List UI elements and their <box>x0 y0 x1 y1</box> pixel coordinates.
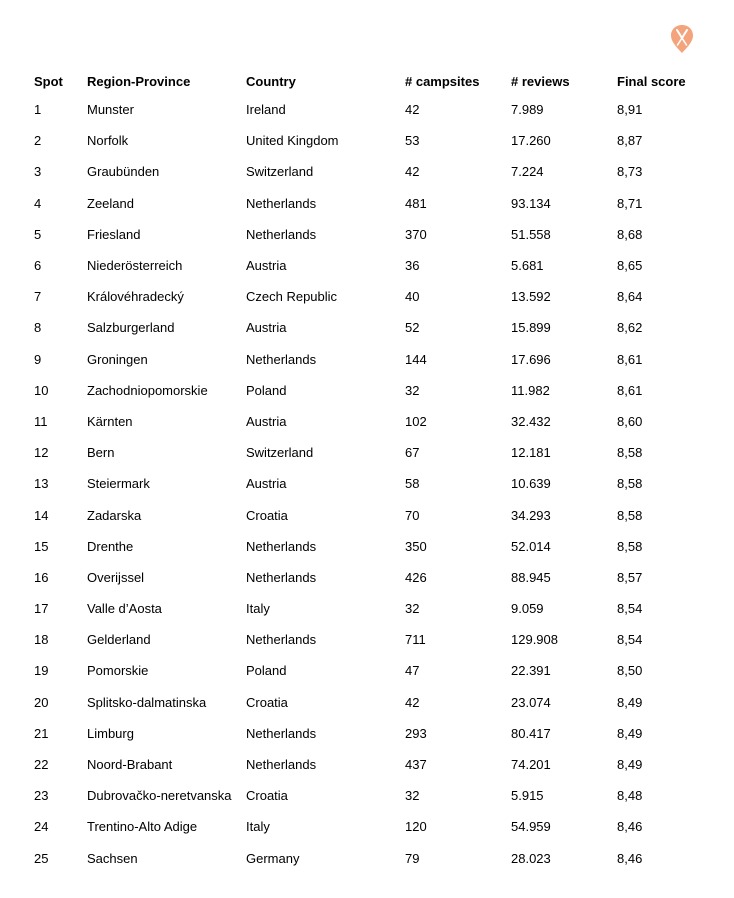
table-row <box>34 843 717 874</box>
cell-country: Poland <box>246 663 287 679</box>
header-campsites: # campsites <box>405 73 480 89</box>
cell-region: Gelderland <box>87 632 151 648</box>
cell-region: Munster <box>87 102 134 118</box>
cell-final-score: 8,58 <box>617 538 643 554</box>
cell-final-score: 8,54 <box>617 601 643 617</box>
cell-reviews: 23.074 <box>511 694 551 710</box>
cell-final-score: 8,62 <box>617 320 643 336</box>
cell-spot: 6 <box>34 258 42 274</box>
cell-country: Croatia <box>246 694 288 710</box>
cell-reviews: 80.417 <box>511 725 551 741</box>
cell-reviews: 9.059 <box>511 601 544 617</box>
cell-final-score: 8,91 <box>617 102 643 118</box>
cell-region: Dubrovačko-neretvanska <box>87 788 232 804</box>
table-row <box>34 687 717 718</box>
cell-reviews: 74.201 <box>511 757 551 773</box>
cell-campsites: 40 <box>405 289 420 305</box>
cell-spot: 18 <box>34 632 49 648</box>
cell-region: Zeeland <box>87 195 134 211</box>
cell-campsites: 481 <box>405 195 427 211</box>
cell-campsites: 42 <box>405 694 420 710</box>
cell-region: Zadarska <box>87 507 142 523</box>
cell-spot: 16 <box>34 569 49 585</box>
cell-final-score: 8,73 <box>617 164 643 180</box>
ranking-table <box>34 68 717 874</box>
cell-final-score: 8,54 <box>617 632 643 648</box>
cell-spot: 5 <box>34 226 42 242</box>
table-row <box>34 499 717 530</box>
cell-campsites: 32 <box>405 382 420 398</box>
cell-region: Graubünden <box>87 164 160 180</box>
table-row <box>34 406 717 437</box>
cell-country: Poland <box>246 382 287 398</box>
cell-reviews: 129.908 <box>511 632 558 648</box>
cell-spot: 13 <box>34 476 49 492</box>
cell-spot: 1 <box>34 102 42 118</box>
cell-country: Ireland <box>246 102 286 118</box>
cell-final-score: 8,61 <box>617 351 643 367</box>
cell-spot: 19 <box>34 663 49 679</box>
table-row <box>34 375 717 406</box>
cell-spot: 14 <box>34 507 49 523</box>
cell-campsites: 711 <box>405 632 426 648</box>
cell-country: Austria <box>246 476 287 492</box>
cell-final-score: 8,49 <box>617 725 643 741</box>
cell-country: Italy <box>246 819 270 835</box>
cell-spot: 23 <box>34 788 49 804</box>
cell-final-score: 8,49 <box>617 694 643 710</box>
cell-country: Netherlands <box>246 725 317 741</box>
cell-campsites: 47 <box>405 663 420 679</box>
cell-campsites: 120 <box>405 819 427 835</box>
table-row <box>34 468 717 499</box>
cell-reviews: 13.592 <box>511 289 551 305</box>
cell-region: Pomorskie <box>87 663 149 679</box>
table-row <box>34 780 717 811</box>
cell-final-score: 8,61 <box>617 382 643 398</box>
table-header-row <box>34 68 717 94</box>
cell-country: Italy <box>246 601 270 617</box>
cell-campsites: 370 <box>405 226 427 242</box>
cell-spot: 8 <box>34 320 42 336</box>
cell-region: Valle d’Aosta <box>87 601 162 617</box>
header-final-score: Final score <box>617 73 686 89</box>
cell-region: Limburg <box>87 725 134 741</box>
cell-final-score: 8,58 <box>617 507 643 523</box>
cell-spot: 7 <box>34 289 42 305</box>
table-row <box>34 312 717 343</box>
cell-region: Splitsko-dalmatinska <box>87 694 207 710</box>
cell-region: Salzburgerland <box>87 320 175 336</box>
cell-campsites: 32 <box>405 601 420 617</box>
cell-final-score: 8,60 <box>617 413 643 429</box>
cell-region: Kärnten <box>87 413 133 429</box>
cell-region: Friesland <box>87 226 141 242</box>
cell-region: Niederösterreich <box>87 258 183 274</box>
table-row <box>34 437 717 468</box>
cell-reviews: 28.023 <box>511 850 551 866</box>
cell-country: Netherlands <box>246 569 317 585</box>
table-row <box>34 655 717 686</box>
cell-final-score: 8,58 <box>617 445 643 461</box>
cell-reviews: 93.134 <box>511 195 551 211</box>
cell-reviews: 17.260 <box>511 133 551 149</box>
cell-campsites: 52 <box>405 320 420 336</box>
cell-country: Netherlands <box>246 632 317 648</box>
cell-region: Norfolk <box>87 133 129 149</box>
cell-country: Netherlands <box>246 757 317 773</box>
header-reviews: # reviews <box>511 73 570 89</box>
cell-country: Croatia <box>246 507 288 523</box>
cell-campsites: 144 <box>405 351 427 367</box>
cell-reviews: 7.989 <box>511 102 544 118</box>
cell-reviews: 12.181 <box>511 445 551 461</box>
cell-country: Netherlands <box>246 226 317 242</box>
cell-spot: 24 <box>34 819 49 835</box>
cell-final-score: 8,49 <box>617 757 643 773</box>
cell-country: Switzerland <box>246 164 314 180</box>
cell-reviews: 54.959 <box>511 819 551 835</box>
cell-reviews: 22.391 <box>511 663 551 679</box>
table-row <box>34 281 717 312</box>
cell-region: Groningen <box>87 351 148 367</box>
cell-campsites: 42 <box>405 102 420 118</box>
cell-country: Switzerland <box>246 445 314 461</box>
cell-campsites: 67 <box>405 445 420 461</box>
cell-spot: 4 <box>34 195 42 211</box>
cell-country: Germany <box>246 850 300 866</box>
cell-reviews: 17.696 <box>511 351 551 367</box>
cell-region: Noord-Brabant <box>87 757 173 773</box>
cell-campsites: 58 <box>405 476 420 492</box>
cell-reviews: 32.432 <box>511 413 551 429</box>
cell-spot: 25 <box>34 850 49 866</box>
cell-final-score: 8,57 <box>617 569 643 585</box>
cell-final-score: 8,46 <box>617 850 643 866</box>
cell-region: Trentino-Alto Adige <box>87 819 198 835</box>
table-row <box>34 531 717 562</box>
header-region: Region-Province <box>87 73 191 89</box>
cell-region: Bern <box>87 445 115 461</box>
cell-final-score: 8,50 <box>617 663 643 679</box>
cell-final-score: 8,65 <box>617 258 643 274</box>
cell-spot: 17 <box>34 601 49 617</box>
cell-country: Netherlands <box>246 351 317 367</box>
cell-final-score: 8,46 <box>617 819 643 835</box>
cell-final-score: 8,64 <box>617 289 643 305</box>
table-row <box>34 562 717 593</box>
cell-reviews: 11.982 <box>511 382 550 398</box>
cell-spot: 20 <box>34 694 49 710</box>
cell-country: Austria <box>246 320 287 336</box>
cell-country: Austria <box>246 258 287 274</box>
table-body <box>34 94 717 874</box>
cell-reviews: 52.014 <box>511 538 551 554</box>
cell-spot: 3 <box>34 164 42 180</box>
cell-final-score: 8,71 <box>617 195 643 211</box>
cell-final-score: 8,68 <box>617 226 643 242</box>
cell-reviews: 88.945 <box>511 569 551 585</box>
table-row <box>34 125 717 156</box>
cell-campsites: 102 <box>405 413 427 429</box>
cell-spot: 2 <box>34 133 42 149</box>
cell-country: Netherlands <box>246 195 317 211</box>
cell-reviews: 51.558 <box>511 226 551 242</box>
cell-campsites: 426 <box>405 569 427 585</box>
cell-reviews: 5.681 <box>511 258 544 274</box>
table-row <box>34 624 717 655</box>
cell-reviews: 34.293 <box>511 507 551 523</box>
header-country: Country <box>246 73 296 89</box>
cell-campsites: 32 <box>405 788 420 804</box>
cell-campsites: 293 <box>405 725 427 741</box>
cell-country: Austria <box>246 413 287 429</box>
table-row <box>34 344 717 375</box>
cell-final-score: 8,87 <box>617 133 643 149</box>
cell-spot: 11 <box>34 413 48 429</box>
cell-region: Drenthe <box>87 538 134 554</box>
cell-final-score: 8,48 <box>617 788 643 804</box>
table-row <box>34 593 717 624</box>
cell-region: Zachodniopomorskie <box>87 382 208 398</box>
cell-country: Netherlands <box>246 538 317 554</box>
cell-region: Královéhradecký <box>87 289 184 305</box>
table-row <box>34 749 717 780</box>
cell-country: Czech Republic <box>246 289 338 305</box>
cell-reviews: 15.899 <box>511 320 551 336</box>
cell-campsites: 79 <box>405 850 420 866</box>
cell-reviews: 7.224 <box>511 164 544 180</box>
cell-campsites: 36 <box>405 258 420 274</box>
cell-spot: 10 <box>34 382 49 398</box>
cell-campsites: 53 <box>405 133 420 149</box>
table-row <box>34 188 717 219</box>
cell-reviews: 5.915 <box>511 788 544 804</box>
cell-country: Croatia <box>246 788 288 804</box>
cell-campsites: 42 <box>405 164 420 180</box>
cell-campsites: 437 <box>405 757 427 773</box>
cell-region: Steiermark <box>87 476 150 492</box>
cell-spot: 22 <box>34 757 49 773</box>
cell-region: Overijssel <box>87 569 145 585</box>
cell-final-score: 8,58 <box>617 476 643 492</box>
table-row <box>34 94 717 125</box>
table-row <box>34 718 717 749</box>
cell-campsites: 70 <box>405 507 420 523</box>
header-spot: Spot <box>34 73 63 89</box>
cell-region: Sachsen <box>87 850 138 866</box>
table-row <box>34 811 717 842</box>
table-row <box>34 250 717 281</box>
cell-spot: 21 <box>34 725 49 741</box>
cell-spot: 15 <box>34 538 49 554</box>
cell-spot: 9 <box>34 351 42 367</box>
cell-country: United Kingdom <box>246 133 339 149</box>
cell-campsites: 350 <box>405 538 427 554</box>
map-pin-icon <box>669 24 695 54</box>
cell-reviews: 10.639 <box>511 476 551 492</box>
table-row <box>34 156 717 187</box>
table-row <box>34 219 717 250</box>
cell-spot: 12 <box>34 445 49 461</box>
